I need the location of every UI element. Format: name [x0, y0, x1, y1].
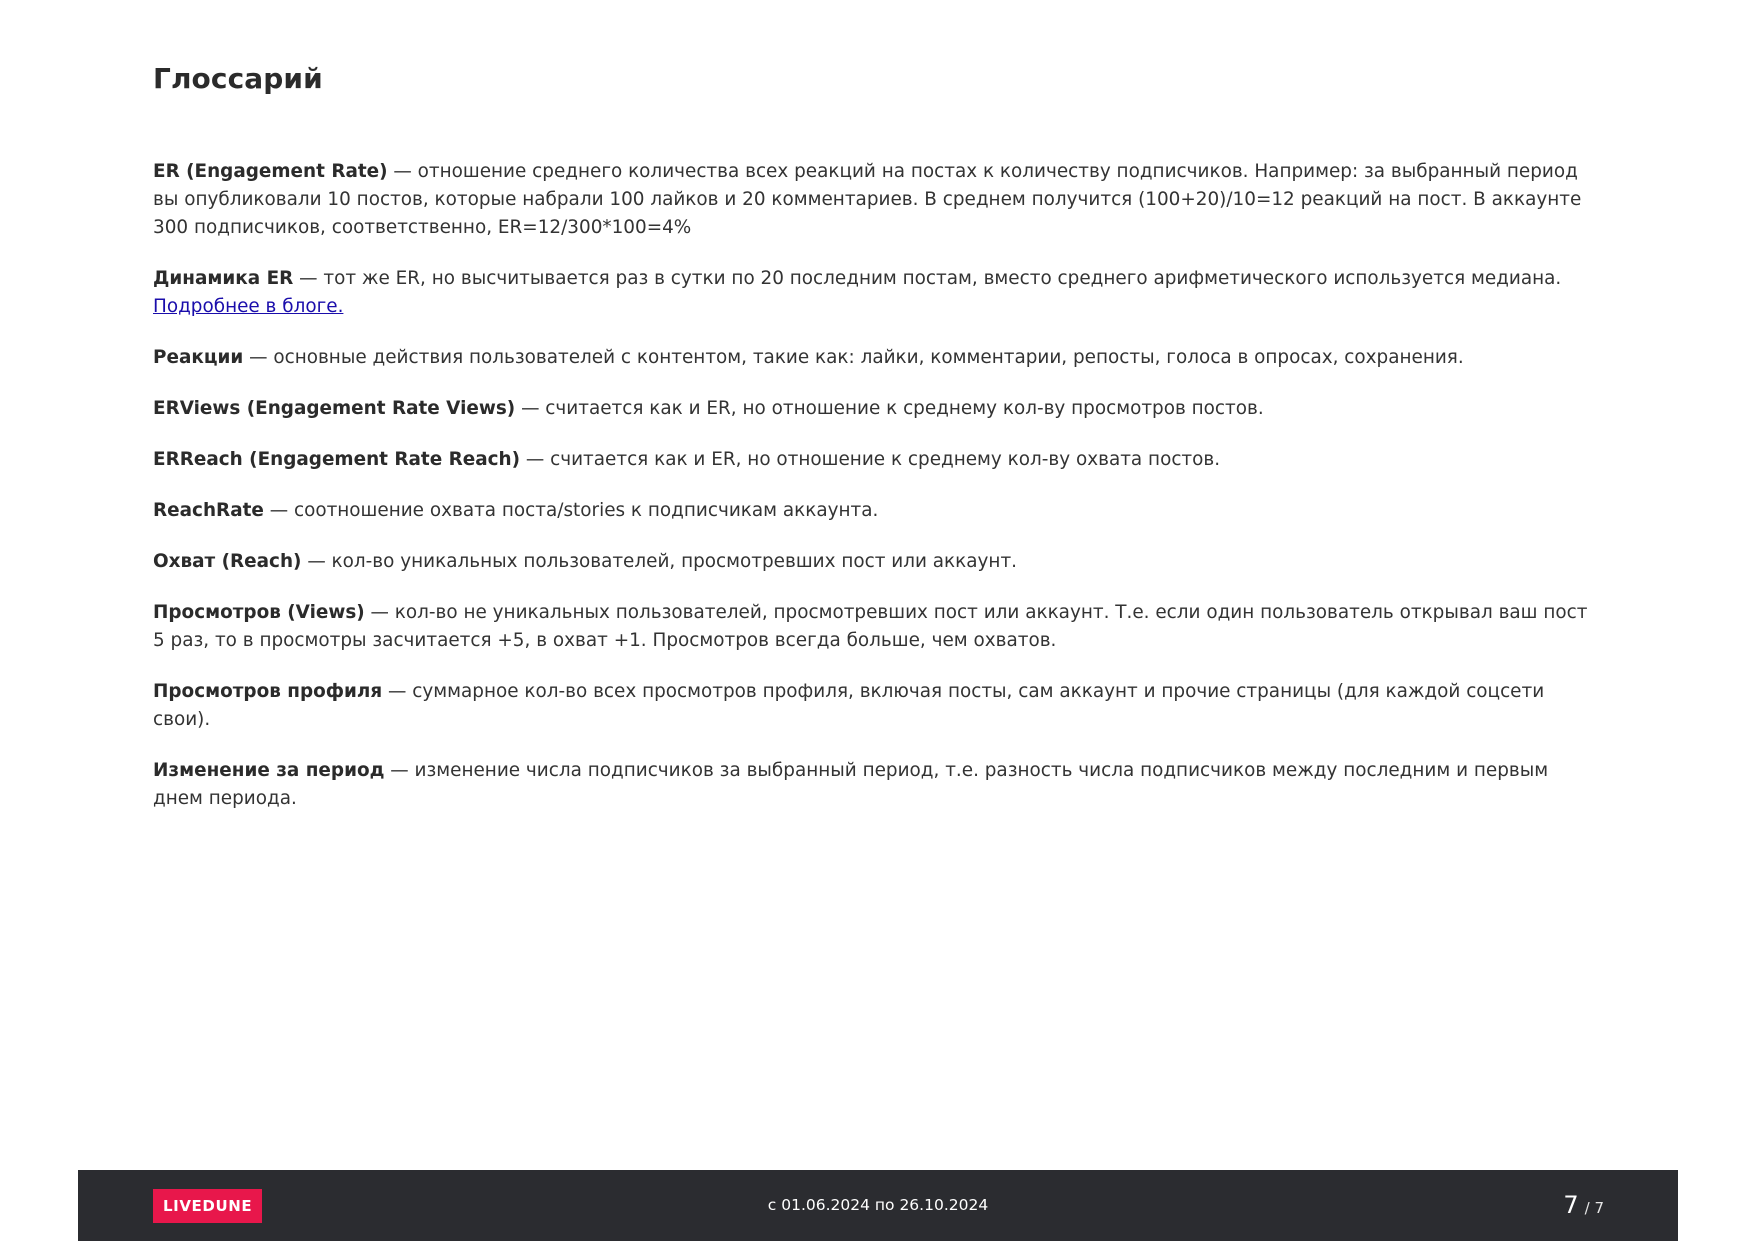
- blog-link[interactable]: Подробнее в блоге.: [153, 296, 344, 317]
- glossary-entry-profile-views: [153, 678, 1603, 734]
- glossary-definition: — суммарное кол-во всех просмотров профиля, включая посты, сам аккаунт и прочие страницы (для каждой соцсети свои).: [153, 681, 1545, 730]
- page-total: / 7: [1584, 1199, 1604, 1217]
- glossary-entry-views: [153, 599, 1603, 655]
- glossary-entry-er-dynamics: [153, 265, 1603, 321]
- glossary-term: Просмотров (Views): [153, 602, 365, 623]
- page-counter: [1563, 1170, 1604, 1241]
- glossary-entry-reactions: [153, 344, 1603, 372]
- glossary-list: [153, 158, 1603, 836]
- report-period: с 01.06.2024 по 26.10.2024: [767, 1196, 989, 1214]
- glossary-entry-reachrate: [153, 497, 1603, 525]
- glossary-definition: — считается как и ER, но отношение к среднему кол-ву просмотров постов.: [515, 398, 1264, 419]
- glossary-definition: — изменение числа подписчиков за выбранный период, т.е. разность числа подписчиков между последним и первым днем периода.: [153, 760, 1549, 809]
- glossary-definition: — отношение среднего количества всех реакций на постах к количеству подписчиков. Например: за выбранный период вы опубликовали 10 постов, которые набрали 100 лайков и 20 комментариев. В среднем получится (100+20)/10=12 реакций на пост. В аккаунте 300 подписчиков, соответственно, ER=12/300*100=4%: [153, 161, 1582, 238]
- glossary-entry-reach: [153, 548, 1603, 576]
- glossary-term: ReachRate: [153, 500, 264, 521]
- glossary-entry-er: [153, 158, 1603, 242]
- page-title: Глоссарий: [153, 62, 323, 95]
- glossary-definition: — соотношение охвата поста/stories к подписчикам аккаунта.: [263, 500, 879, 521]
- glossary-term: Реакции: [153, 347, 244, 368]
- page-current: 7: [1563, 1191, 1579, 1219]
- glossary-term: Изменение за период: [153, 760, 385, 781]
- glossary-term: Динамика ER: [153, 268, 294, 289]
- glossary-definition: — тот же ER, но высчитывается раз в сутки по 20 последним постам, вместо среднего арифметического используется медиана.: [293, 268, 1562, 289]
- glossary-definition: — основные действия пользователей с контентом, такие как: лайки, комментарии, репосты, голоса в опросах, сохранения.: [243, 347, 1464, 368]
- glossary-entry-period-change: [153, 757, 1603, 813]
- glossary-entry-erviews: [153, 395, 1603, 423]
- glossary-entry-erreach: [153, 446, 1603, 474]
- glossary-definition: — считается как и ER, но отношение к среднему кол-ву охвата постов.: [520, 449, 1221, 470]
- glossary-definition: — кол-во не уникальных пользователей, просмотревших пост или аккаунт. Т.е. если один пользователь открывал ваш пост 5 раз, то в просмотры засчитается +5, в охват +1. Просмотров всегда больше, чем охватов.: [153, 602, 1588, 651]
- glossary-term: ER (Engagement Rate): [153, 161, 388, 182]
- livedune-logo: LIVEDUNE: [153, 1189, 262, 1223]
- glossary-term: Охват (Reach): [153, 551, 302, 572]
- glossary-term: ERViews (Engagement Rate Views): [153, 398, 516, 419]
- report-footer: [78, 1170, 1678, 1241]
- glossary-term: Просмотров профиля: [153, 681, 383, 702]
- glossary-term: ERReach (Engagement Rate Reach): [153, 449, 521, 470]
- glossary-definition: — кол-во уникальных пользователей, просмотревших пост или аккаунт.: [301, 551, 1017, 572]
